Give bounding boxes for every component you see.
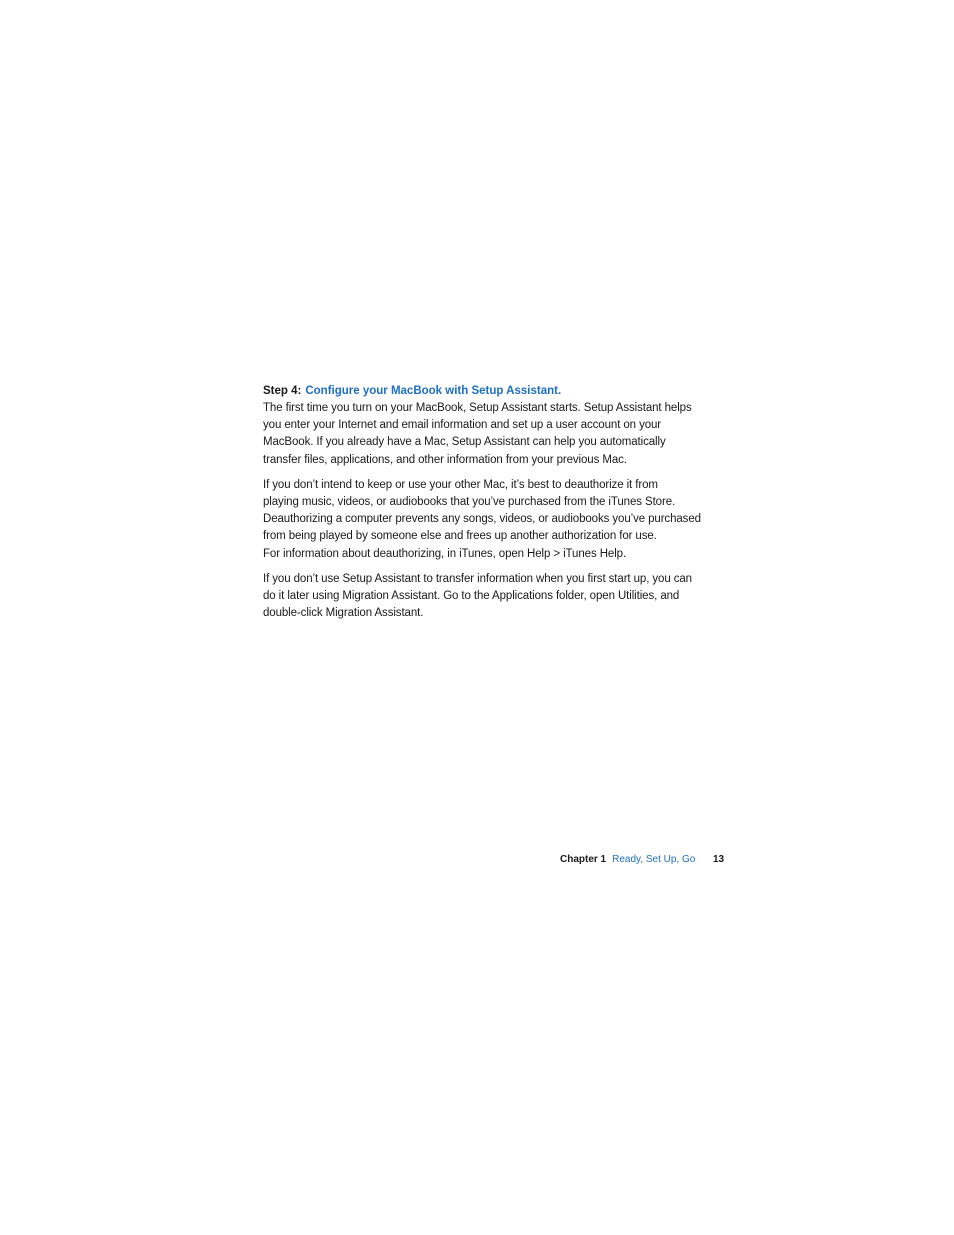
step-label: Step 4: xyxy=(263,385,302,397)
paragraph-migration-assistant: If you don’t use Setup Assistant to transfer information when you first start up, you can do it later using Migration Assistant. Go to the Applications folder, open Utilities, and double-click Migration Assistant. xyxy=(263,572,692,620)
paragraph-deauthorize: If you don’t intend to keep or use your other Mac, it’s best to deauthorize it from playing music, videos, or audiobooks that you’ve purchased from the iTunes Store. Deauthorizing a computer prevents any songs, videos, or audiobooks you’ve purchased from being played by someone else and frees up another authorization for use. For information about deauthorizing, in iTunes, open Help > iTunes Help. xyxy=(263,478,701,560)
chapter-title: Ready, Set Up, Go xyxy=(612,854,696,865)
step-heading xyxy=(263,383,713,400)
paragraph-setup-assistant: The first time you turn on your MacBook, Setup Assistant starts. Setup Assistant helps you enter your Internet and email information and set up a user account on your MacBook. If you already have a Mac, Setup Assistant can help you automatically transfer files, applications, and other information from your previous Mac. xyxy=(263,402,692,466)
step-title: Configure your MacBook with Setup Assistant. xyxy=(305,385,562,397)
page-body xyxy=(263,383,713,630)
chapter-label: Chapter 1 xyxy=(560,854,607,865)
page-footer xyxy=(560,853,730,867)
page-number: 13 xyxy=(713,854,725,865)
